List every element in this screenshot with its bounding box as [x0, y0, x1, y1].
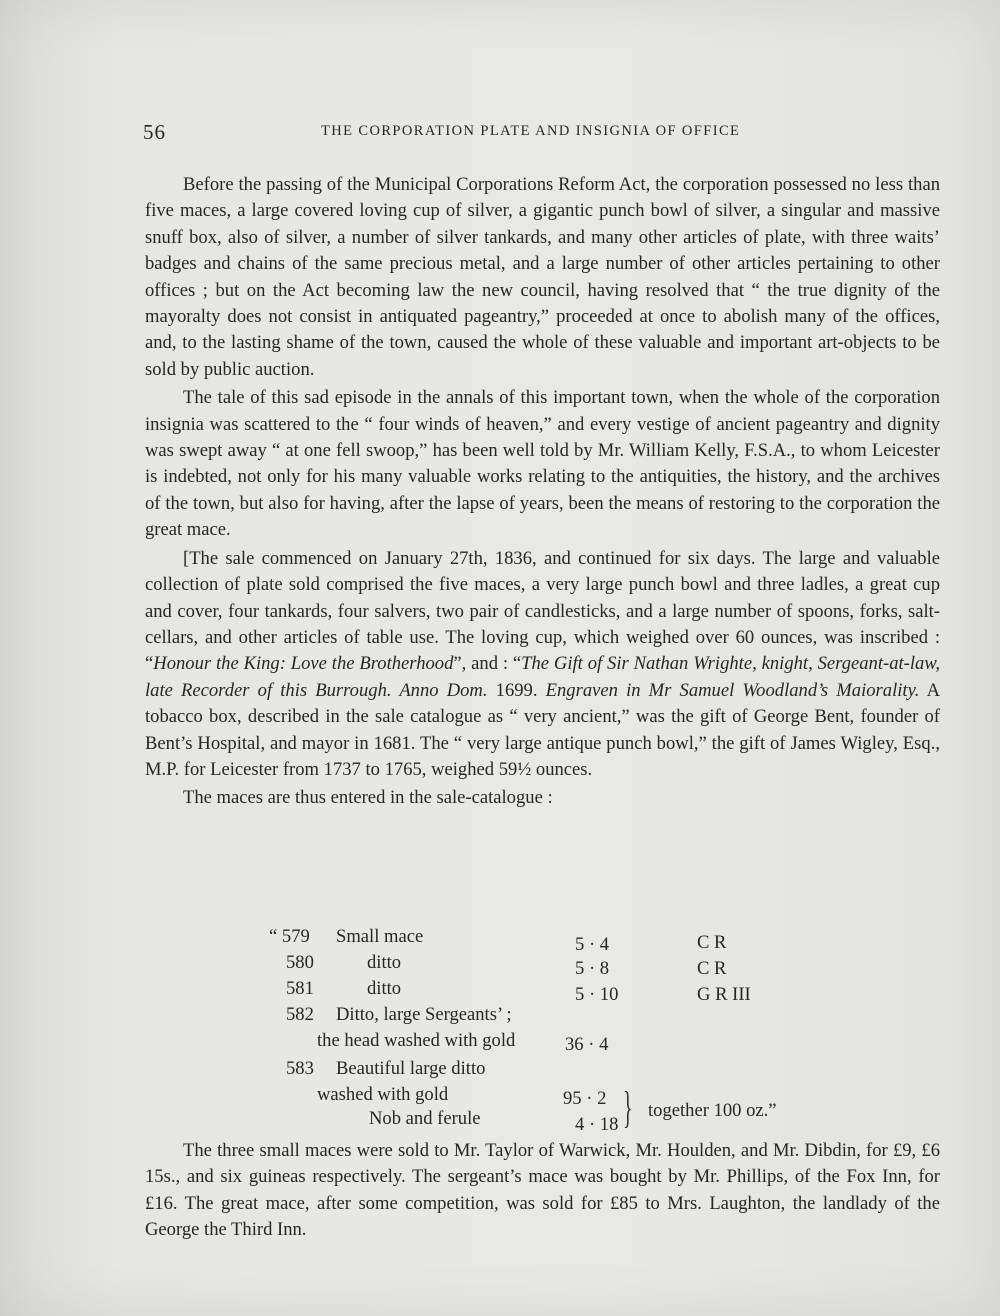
sale-catalogue — [145, 926, 940, 1136]
lot-weight: 95 · 2 — [563, 1088, 607, 1109]
lot-number: 582 — [286, 1004, 314, 1025]
lot-description: Small mace — [336, 926, 424, 947]
maces-intro: The maces are thus entered in the sale-catalogue : — [183, 787, 553, 809]
lot-weight: 5 · 4 — [575, 934, 610, 955]
lot-number: 581 — [286, 978, 314, 999]
lot-mark: C R — [697, 958, 727, 979]
lot-mark: G R III — [697, 984, 751, 1005]
lot-mark: C R — [697, 932, 727, 953]
page-header — [143, 120, 763, 144]
lot-description: Beautiful large ditto — [336, 1058, 486, 1079]
lot-weight: 36 · 4 — [565, 1034, 609, 1055]
lot-number: 583 — [286, 1058, 314, 1079]
lot-weight: 5 · 8 — [575, 958, 610, 979]
lot-description: Nob and ferule — [369, 1108, 481, 1129]
lot-description: Ditto, large Sergeants’ ; — [336, 1004, 512, 1025]
inscription-year: 1699. — [487, 679, 546, 701]
body-text — [145, 172, 940, 812]
loving-cup-motto: Honour the King: Love the Brotherhood — [153, 653, 454, 675]
lot-description-cont: washed with gold — [317, 1084, 449, 1105]
running-title: THE CORPORATION PLATE AND INSIGNIA OF OFFICE — [321, 123, 741, 139]
sale-text-3: A tobacco box, described in the sale catalogue as “ very ancient,” was the gift of George Bent, founder of Bent’s Hospital, and mayor in 1681. The “ very large antique punch bowl,” the gift of James Wigley, Esq., M.P. for Leicester from 1737 to 1765, weighed 59½ ounces. — [145, 679, 940, 780]
lot-description: ditto — [367, 978, 402, 999]
sale-text-1: [The sale commenced on January 27th, 1836, and continued for six days. The large and valuable collection of plate sold comprised the five maces, a very large punch bowl and three ladles, a great cup and cover, four tankards, four salvers, two pair of candlesticks, and a large number of spoons, forks, salt-cellars, and other articles of table use. The loving cup, which weighed over 60 ounces, was inscribed : “ — [145, 547, 940, 675]
engraven-note: Engraven in Mr Samuel Woodland’s Maiorality. — [545, 679, 920, 701]
paragraph-sale — [145, 546, 940, 784]
lot-description-cont: the head washed with gold — [317, 1030, 516, 1051]
lot-weight: 5 · 10 — [575, 984, 619, 1005]
sale-text-2: ”, and : “ — [453, 653, 522, 675]
lot-weight: 4 · 18 — [575, 1114, 619, 1135]
brace-glyph: } — [623, 1083, 633, 1132]
closing-text — [145, 1138, 940, 1244]
lot-number: “ 579 — [269, 926, 310, 947]
lot-total: together 100 oz.” — [648, 1100, 777, 1121]
page-number: 56 — [143, 120, 166, 144]
paragraph-reform-act: Before the passing of the Municipal Corporations Reform Act, the corporation possessed no less than five maces, a large covered loving cup of silver, a gigantic punch bowl of silver, a singular and massive snuff box, also of silver, a number of silver tankards, and many other articles of plate, with three waits’ badges and chains of the same precious metal, and a large number of other articles pertaining to other offices ; but on the Act becoming law the new council, having resolved that “ the true dignity of the mayoralty does not consist in antiquated pageantry,” proceeded at once to abolish many of the offices, and, to the lasting shame of the town, caused the whole of these valuable and important art-objects to be sold by public auction. — [145, 174, 940, 380]
paragraph-maces-sold: The three small maces were sold to Mr. Taylor of Warwick, Mr. Houlden, and Mr. Dibdin, for £9, £6 15s., and six guineas respectively. The sergeant’s mace was bought by Mr. Phillips, of the Fox Inn, for £16. The great mace, after some competition, was sold for £85 to Mrs. Laughton, the landlady of the George the Third Inn. — [145, 1140, 940, 1241]
lot-description: ditto — [367, 952, 402, 973]
lot-number: 580 — [286, 952, 314, 973]
paragraph-sad-episode: The tale of this sad episode in the annals of this important town, when the whole of the corporation insignia was scattered to the “ four winds of heaven,” and every vestige of ancient pageantry and dignity was swept away “ at one fell swoop,” has been well told by Mr. William Kelly, F.S.A., to whom Leicester is indebted, not only for his many valuable works relating to the antiquities, the history, and the archives of the town, but also for having, after the lapse of years, been the means of restoring to the corporation the great mace. — [145, 387, 940, 541]
loving-cup-inscription: The Gift of Sir Nathan Wrighte, knight, Sergeant-at-law, late Recorder of this Burrough. Anno Dom. — [145, 653, 940, 701]
